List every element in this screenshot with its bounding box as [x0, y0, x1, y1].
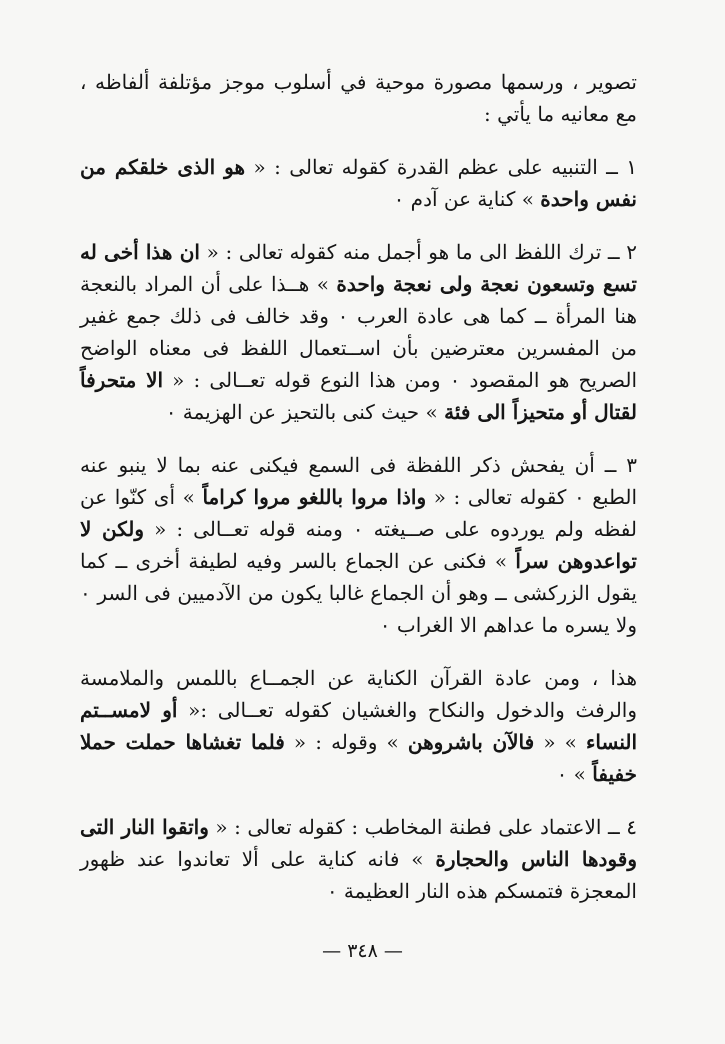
point-2-text-a: ٢ ــ ترك اللفظ الى ما هو أجمل منه كقوله تعالى : « [199, 240, 638, 264]
point-3-text-b: » أى كنّوا عن لفظه ولم يوردوه على صــيغته ٠ ومنه قوله تعــالى : « [80, 485, 638, 541]
remark-text-a: هذا ، ومن عادة القرآن الكناية عن الجمــاع باللمس والملامسة والرفث والدخول والنكاح والغشيان كقوله تعــالى :« [80, 666, 638, 722]
point-3-text-c: » فكنى عن الجماع بالسر وفيه لطيفة أخرى ــ كما يقول الزركشى ــ وهو أن الجماع غالبا يكون من الآدميين فى السر ٠ ولا يسره ما عداهم الا الغراب ٠ [80, 549, 637, 637]
point-4-text-b: » فانه كناية على ألا تعاندوا عند ظهور المعجزة فتمسكم هذه النار العظيمة ٠ [80, 847, 637, 903]
remark-quote-3: فلما تغشاها حملت حملا خفيفاً [80, 730, 637, 786]
remark-quote-1: أو لامســتم النساء [80, 698, 638, 754]
point-1-quote: هو الذى خلقكم من نفس واحدة [80, 155, 637, 211]
paragraph-point-4 [80, 811, 637, 907]
remark-text-d: » ٠ [556, 762, 593, 786]
point-4-quote: واتقوا النار التى وقودها الناس والحجارة [80, 815, 637, 871]
point-1-text-b: » كناية عن آدم ٠ [393, 187, 541, 211]
paragraph-point-1 [80, 151, 637, 215]
point-3-text-a: ٣ ــ أن يفحش ذكر اللفظة فى السمع فيكنى عنه بما لا ينبو عنه الطبع ٠ كقوله تعالى : « [80, 453, 638, 509]
point-2-quote-2: الا متحرفاً لقتال أو متحيزاً الى فئة [80, 368, 637, 424]
point-2-text-c: » حيث كنى بالتحيز عن الهزيمة ٠ [165, 400, 445, 424]
point-3-quote-1: واذا مروا باللغو مروا كراماً [202, 485, 427, 509]
remark-text-b: » « [534, 730, 586, 754]
paragraph-intro [80, 66, 637, 130]
point-2-quote-1: ان هذا أخى له تسع وتسعون نعجة ولى نعجة واحدة [80, 240, 637, 296]
intro-text: تصوير ، ورسمها مصورة موحية في أسلوب موجز مؤتلفة ألفاظه ، مع معانيه ما يأتي : [80, 70, 638, 126]
remark-text-c: » وقوله : « [284, 730, 408, 754]
paragraph-point-3 [80, 449, 637, 641]
page-number: — ٣٤٨ — [322, 940, 403, 962]
point-2-text-b: » هــذا على أن المراد بالنعجة هنا المرأة ــ كما هى عادة العرب ٠ وقد خالف فى ذلك جمع غفير من المفسرين معترضين بأن اســتعمال اللفظ فى معناه الواضح الصريح هو المقصود ٠ ومن هذا النوع قوله تعــالى : « [80, 272, 638, 392]
point-1-text-a: ١ ــ التنبيه على عظم القدرة كقوله تعالى : « [245, 155, 638, 179]
point-4-text-a: ٤ ــ الاعتماد على فطنة المخاطب : كقوله تعالى : « [208, 815, 637, 839]
paragraph-point-2 [80, 236, 637, 428]
paragraph-remark [80, 662, 637, 790]
remark-quote-2: فالآن باشروهن [407, 730, 535, 754]
point-3-quote-2: ولكن لا تواعدوهن سراً [80, 517, 637, 573]
